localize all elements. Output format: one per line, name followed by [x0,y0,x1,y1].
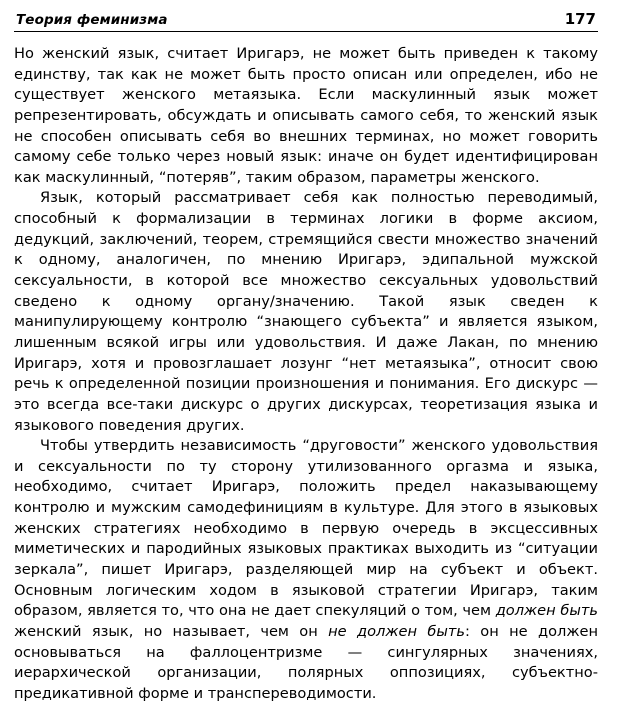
page-number: 177 [564,10,596,28]
page-header [14,10,598,28]
paragraph-3: Чтобы утвердить независимость “друговости” женского удовольствия и сексуальности по ту сторону утилизованного оргазма и языка, необходимо, считает Иригарэ, положить предел наказывающему контролю и мужским самодефинициям в культуре. Для этого в языковых женских стратегиях необходимо в первую очередь в эксцессивных миметических и пародийных языковых практиках выходить из “ситуации зеркала”, пишет Иригарэ, разделяющей мир на субъект и объект. Основным логическим ходом в языковой стратегии Иригарэ, таким образом, является то, что она не дает спекуляций о том, чем должен быть женский язык, но называет, чем он не должен быть: он не должен основываться на фаллоцентризме — сингулярных значениях, иерархической организации, полярных оппозициях, субъектно-предикативной форме и транспереводимости. [14,437,598,702]
body-text [14,44,598,705]
header-divider [14,31,598,32]
emphasis-text: не должен быть [328,622,465,640]
running-title: Теория феминизма [16,12,168,28]
emphasis-text: должен быть [495,602,598,620]
paragraph-2: Язык, который рассматривает себя как полностью переводимый, способный к формализации в терминах логики в форме аксиом, дедукций, заключений, теорем, стремящийся свести множество значений к одному, аналогичен, по мнению Иригарэ, эдипальной мужской сексуальности, в которой все множество сексуальных удовольствий сведено к одному органу/значению. Такой язык сведен к манипулирующему контролю “знающего субъекта” и является языком, лишенным всякой игры или удовольствия. И даже Лакан, по мнению Иригарэ, хотя и провозглашает лозунг “нет метаязыка”, относит свою речь к определенной позиции произношения и понимания. Его дискурс — это всегда все-таки дискурс о других дискурсах, теоретизация языка и языкового поведения других. [14,189,598,434]
paragraph-1: Но женский язык, считает Иригарэ, не может быть приведен к такому единству, так как не может быть просто описан или определен, ибо не существует женского метаязыка. Если маскулинный язык может репрезентировать, обсуждать и описывать самого себя, то женский язык не способен описывать себя во внешних терминах, но может говорить самому себе только через новый язык: иначе он будет идентифицирован как маскулинный, “потеряв”, таким образом, параметры женского. [14,45,598,186]
